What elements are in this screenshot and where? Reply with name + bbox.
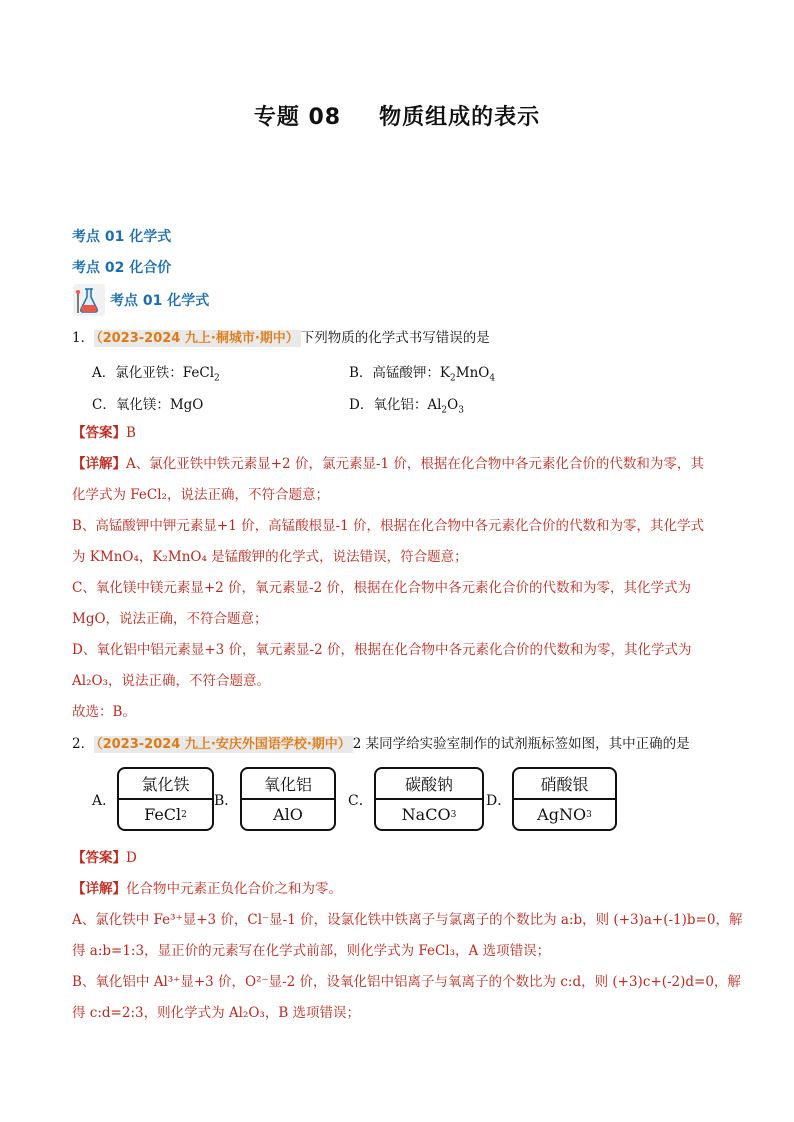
q1-detail-line-3: B、高锰酸钾中钾元素显+1 价，高锰酸根显-1 价，根据在化合物中各元素化合价的代数和为零，其化学式 xyxy=(72,518,705,534)
q1-detail-line-8: Al₂O₃，说法正确，不符合题意。 xyxy=(72,673,270,689)
toc-item-1[interactable]: 考点 01 化学式 xyxy=(72,229,172,245)
question-text: 下列物质的化学式书写错误的是 xyxy=(300,330,490,346)
label-option-letter-d: D． xyxy=(486,793,512,809)
flask-icon xyxy=(72,283,106,317)
option-d: D．氧化铝：$Al_2O_3$ xyxy=(349,397,464,416)
question-number: 1． xyxy=(72,330,95,346)
label-option-letter-b: B． xyxy=(214,793,239,809)
question-number: 2． xyxy=(72,736,95,752)
q1-detail-line-6: MgO，说法正确，不符合题意； xyxy=(72,611,268,627)
question-1-stem xyxy=(72,329,724,348)
q2-detail-line-2: 得 a:b=1:3，显正价的元素写在化学式前部，则化学式为 FeCl₃，A 选项错误； xyxy=(72,943,551,959)
question-source[interactable]: （2023-2024 九上·安庆外国语学校·期中） xyxy=(96,737,351,752)
section-label: 考点 01 化学式 xyxy=(110,293,210,309)
question-source[interactable]: （2023-2024 九上·桐城市·期中） xyxy=(96,331,299,346)
q2-detail-intro: 【详解】化合物中元素正负化合价之和为零。 xyxy=(72,881,342,897)
q2-answer: 【答案】D xyxy=(72,850,137,866)
reagent-label-b: 氧化铝 AlO xyxy=(240,767,336,831)
q2-detail-line-3: B、氧化铝中 Al³⁺显+3 价，O²⁻显-2 价，设氧化铝中铝离子与氧离子的个数比为 c:d，则 (+3)c+(-2)d=0，解 xyxy=(72,974,741,990)
label-option-letter-a: A． xyxy=(92,793,117,809)
q1-detail-line-7: D、氧化铝中铝元素显+3 价，氧元素显-2 价，根据在化合物中各元素化合价的代数和为零，其化学式为 xyxy=(72,642,692,658)
q1-detail-line-9: 故选：B。 xyxy=(72,704,136,720)
label-option-letter-c: C． xyxy=(348,793,373,809)
q1-detail-line-1: 【详解】A、氯化亚铁中铁元素显+2 价，氯元素显-1 价，根据在化合物中各元素化合价的代数和为零，其 xyxy=(72,456,704,472)
option-b: B．高锰酸钾：$K_2MnO_4$ xyxy=(349,365,496,384)
q1-detail-line-4: 为 KMnO₄，K₂MnO₄ 是锰酸钾的化学式，说法错误，符合题意； xyxy=(72,549,468,565)
page-title xyxy=(0,100,794,131)
toc-item-2[interactable]: 考点 02 化合价 xyxy=(72,260,172,276)
q1-detail-line-5: C、氧化镁中镁元素显+2 价，氧元素显-2 价，根据在化合物中各元素化合价的代数和为零，其化学式为 xyxy=(72,580,691,596)
q1-detail-line-2: 化学式为 FeCl₂，说法正确，不符合题意； xyxy=(72,487,329,503)
reagent-label-a: 氯化铁 FeCl 2 xyxy=(117,767,214,831)
option-a: A．氯化亚铁：FeCl$_2$ xyxy=(92,365,220,384)
section-heading xyxy=(72,283,209,317)
option-c: C．氧化镁：MgO xyxy=(92,397,204,413)
question-2-stem xyxy=(72,735,724,754)
title-prefix: 专题 08 xyxy=(253,105,342,130)
question-text: 2 某同学给实验室制作的试剂瓶标签如图，其中正确的是 xyxy=(352,736,690,752)
q2-detail-line-1: A、氯化铁中 Fe³⁺显+3 价，Cl⁻显-1 价，设氯化铁中铁离子与氯离子的个数比为 a:b，则 (+3)a+(-1)b=0，解 xyxy=(72,912,743,928)
q1-answer: 【答案】B xyxy=(72,425,136,441)
title-main: 物质组成的表示 xyxy=(379,105,541,130)
reagent-label-d: 硝酸银 AgNO 3 xyxy=(512,767,617,831)
q2-detail-line-4: 得 c:d=2:3，则化学式为 Al₂O₃，B 选项错误； xyxy=(72,1005,361,1021)
reagent-label-c: 碳酸钠 NaCO 3 xyxy=(374,767,484,831)
